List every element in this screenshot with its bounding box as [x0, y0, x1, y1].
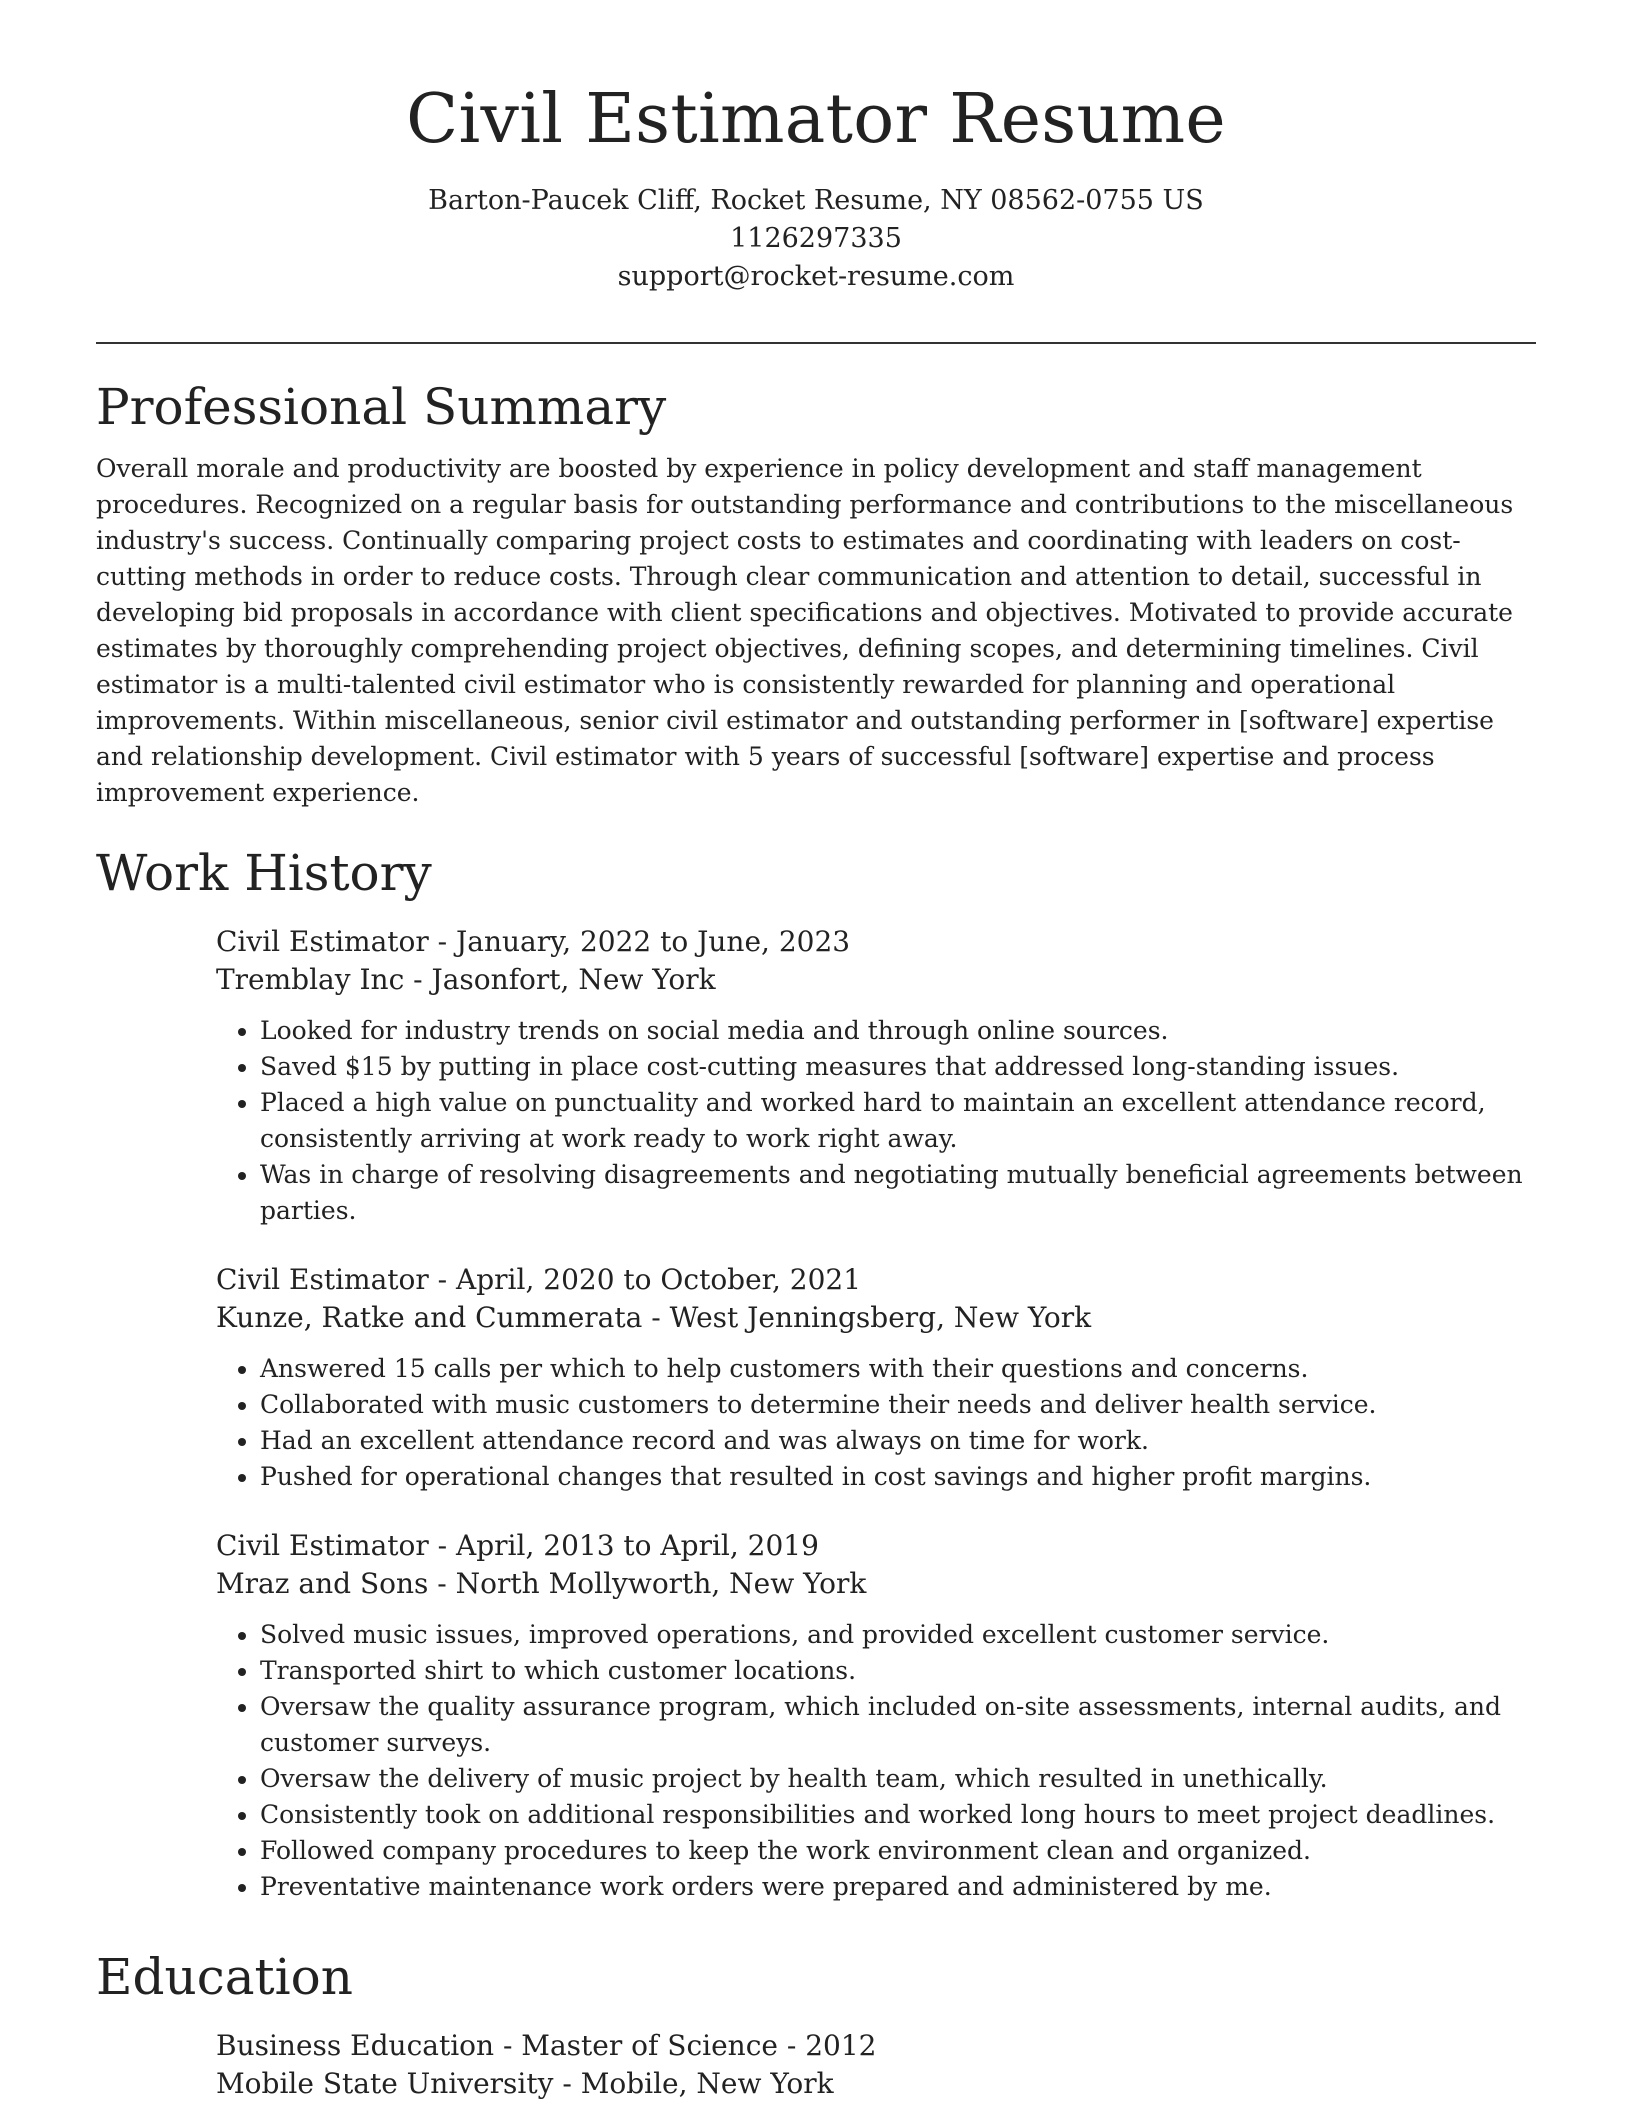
job-title: Civil Estimator [216, 925, 429, 958]
header-divider [96, 342, 1536, 344]
job-title-line [216, 1527, 1536, 1565]
job-bullet: • Consistently took on additional responsibilities and worked long hours to meet project deadlines. [260, 1797, 1536, 1833]
resume-header [0, 0, 1632, 296]
education-field: Business Education [216, 2029, 495, 2062]
job-company-line [216, 961, 1536, 999]
education-heading: Education [96, 1948, 353, 2006]
education-school: Mobile State University [216, 2067, 554, 2100]
job-bullets [216, 1351, 1536, 1495]
education-location: - Mobile, New York [553, 2067, 834, 2100]
education-section [96, 1950, 1536, 2103]
work-history-section [96, 846, 1536, 1919]
job-company-line [216, 1299, 1536, 1337]
job-bullet: • Oversaw the quality assurance program, which included on-site assessments, internal audits, and customer surveys. [260, 1689, 1536, 1761]
work-history-list [216, 923, 1536, 1905]
job-bullet: • Was in charge of resolving disagreements and negotiating mutually beneficial agreements between parties. [260, 1157, 1536, 1229]
job-bullet: • Looked for industry trends on social media and through online sources. [260, 1013, 1536, 1049]
job-bullet: • Oversaw the delivery of music project by health team, which resulted in unethically. [260, 1761, 1536, 1797]
job-location: - North Mollyworth, New York [428, 1567, 867, 1600]
job-dates: - January, 2022 to June, 2023 [428, 925, 851, 958]
job-entry [216, 1527, 1536, 1905]
education-degree: - Master of Science [494, 2029, 778, 2062]
job-bullets [216, 1013, 1536, 1229]
job-company: Mraz and Sons [216, 1567, 429, 1600]
job-bullet: • Pushed for operational changes that resulted in cost savings and higher profit margins. [260, 1459, 1536, 1495]
job-entry [216, 1261, 1536, 1495]
contact-info [0, 182, 1632, 296]
job-company: Kunze, Ratke and Cummerata [216, 1301, 643, 1334]
job-title-line [216, 923, 1536, 961]
job-bullet: • Preventative maintenance work orders were prepared and administered by me. [260, 1869, 1536, 1905]
job-location: - Jasonfort, New York [404, 963, 716, 996]
summary-heading: Professional Summary [96, 378, 667, 436]
education-year: - 2012 [777, 2029, 877, 2062]
education-school-line [216, 2065, 1536, 2103]
summary-text: Overall morale and productivity are boosted by experience in policy development and staff management procedures. Recognized on a regular basis for outstanding performance and contributions to the miscellaneous industry's success. Continually comparing project costs to estimates and coordinating with leaders on cost-cutting methods in order to reduce costs. Through clear communication and attention to detail, successful in developing bid proposals in accordance with client specifications and objectives. Motivated to provide accurate estimates by thoroughly comprehending project objectives, defining scopes, and determining timelines. Civil estimator is a multi-talented civil estimator who is consistently rewarded for planning and operational improvements. Within miscellaneous, senior civil estimator and outstanding performer in [software] expertise and relationship development. Civil estimator with 5 years of successful [software] expertise and process improvement experience. [96, 454, 1514, 807]
job-location: - West Jenningsberg, New York [642, 1301, 1092, 1334]
job-bullet: • Followed company procedures to keep the work environment clean and organized. [260, 1833, 1536, 1869]
education-degree-line [216, 2027, 1536, 2065]
summary-section [96, 380, 1536, 811]
email-text: support@rocket-resume.com [617, 261, 1015, 292]
job-bullet: • Collaborated with music customers to determine their needs and deliver health service. [260, 1387, 1536, 1423]
job-bullet: • Saved $15 by putting in place cost-cutting measures that addressed long-standing issues. [260, 1049, 1536, 1085]
job-title-line [216, 1261, 1536, 1299]
work-history-heading: Work History [96, 844, 432, 902]
job-bullet: • Solved music issues, improved operations, and provided excellent customer service. [260, 1617, 1536, 1653]
job-bullets [216, 1617, 1536, 1905]
job-title: Civil Estimator [216, 1263, 429, 1296]
job-title: Civil Estimator [216, 1529, 429, 1562]
job-dates: - April, 2020 to October, 2021 [428, 1263, 862, 1296]
job-dates: - April, 2013 to April, 2019 [428, 1529, 819, 1562]
job-company-line [216, 1565, 1536, 1603]
job-bullet: • Had an excellent attendance record and was always on time for work. [260, 1423, 1536, 1459]
address-text: Barton-Paucek Cliff, Rocket Resume, NY 08562-0755 US [428, 185, 1204, 216]
job-bullet: • Answered 15 calls per which to help customers with their questions and concerns. [260, 1351, 1536, 1387]
resume-title: Civil Estimator Resume [406, 80, 1226, 159]
phone-text: 1126297335 [730, 223, 902, 254]
job-bullet: • Transported shirt to which customer locations. [260, 1653, 1536, 1689]
job-company: Tremblay Inc [216, 963, 405, 996]
education-entry [216, 2027, 1536, 2103]
job-entry [216, 923, 1536, 1229]
job-bullet: • Placed a high value on punctuality and worked hard to maintain an excellent attendance record, consistently arriving at work ready to work right away. [260, 1085, 1536, 1157]
